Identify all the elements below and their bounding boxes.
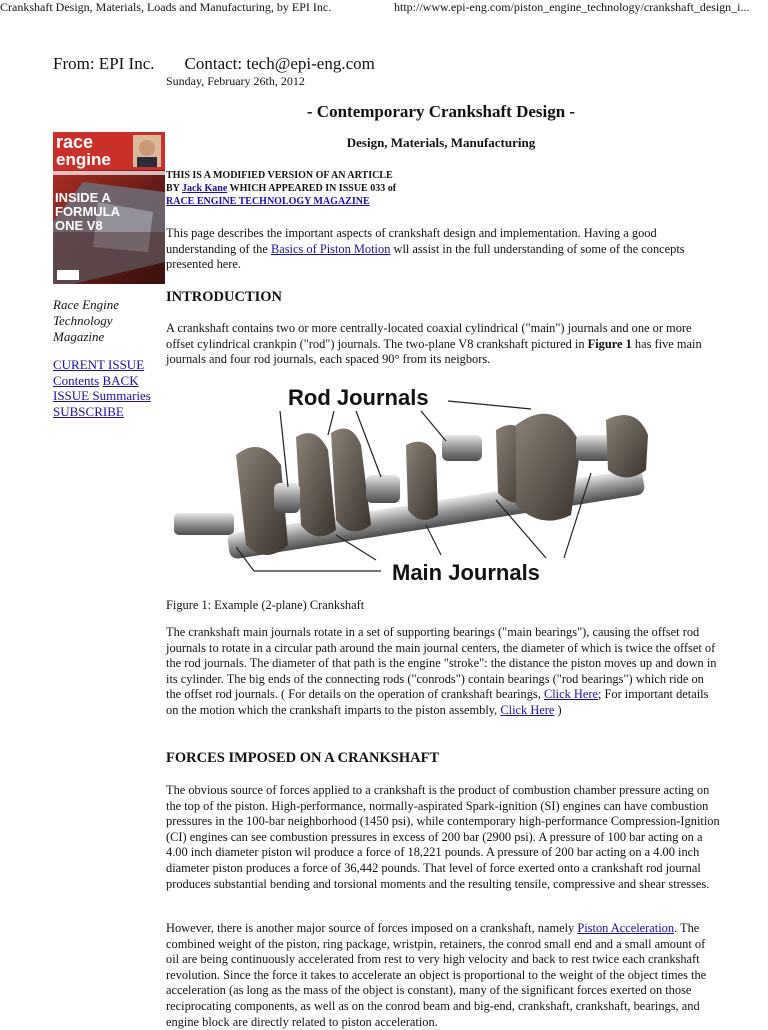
sidebar-magazine-line-3: Magazine: [53, 329, 105, 344]
intro-text-after: wll assist in the full understanding of some of the concepts presented here.: [166, 241, 685, 272]
acceleration-paragraph: [166, 921, 721, 1030]
piston-motion-click-here-link[interactable]: Click Here: [500, 702, 555, 717]
forces-heading: FORCES IMPOSED ON A CRANKSHAFT: [166, 750, 440, 766]
note-by: BY: [166, 183, 183, 194]
journals-end: ): [554, 702, 562, 717]
intro-text-before: This page describes the important aspects of crankshaft design and implementation. Having a good understanding of the: [166, 226, 657, 256]
main-journals-label: Main Journals: [392, 560, 540, 585]
sidebar-links: [53, 357, 163, 419]
page-title: - Contemporary Crankshaft Design -: [306, 102, 576, 121]
cover-headline-1: INSIDE A: [55, 190, 111, 205]
bearings-click-here-link[interactable]: Click Here: [543, 687, 598, 702]
introduction-paragraph: [166, 321, 721, 368]
cover-brand-bottom: engine: [56, 150, 111, 169]
basics-piston-motion-link[interactable]: Basics of Piston Motion: [270, 241, 391, 256]
introduction-heading: INTRODUCTION: [166, 289, 283, 305]
intro-paragraph: [166, 226, 721, 273]
sidebar-magazine-name: [53, 297, 119, 345]
crankshaft-illustration: [166, 375, 666, 590]
cover-brand-top: race: [56, 132, 94, 152]
note-rest: WHICH APPEARED IN ISSUE 033 of: [227, 183, 397, 194]
piston-acceleration-link[interactable]: Piston Acceleration: [577, 921, 675, 935]
magazine-link[interactable]: RACE ENGINE TECHNOLOGY MAGAZINE: [166, 196, 370, 207]
back-issue-link[interactable]: BACK: [102, 372, 139, 388]
current-issue-link[interactable]: CURENT ISSUE: [53, 357, 145, 372]
intro-body-after: has five main journals and four rod journals, each spaced 90° from its neigbors.: [166, 336, 702, 367]
subscribe-link[interactable]: SUBSCRIBE: [53, 403, 124, 419]
accel-text-after: . The combined weight of the piston, ring package, wristpin, retainers, the conrod small end and a small amount of oil are being continuously accelerated from rest to very high velocity and back to rest twice each crankshaft revolution. Since the force it takes to accelerate an object is proportional to the weight of the object times the acceleration (as long as the mass of the object is constant), many of the significant forces exerted on those reciprocating components, as well as on the conrod beam and big-end, crankshaft, crankshaft, bearings, and engine block are directly related to piston acceleration.: [166, 921, 707, 1029]
sidebar-magazine-line-2: Technology: [53, 313, 113, 328]
issue-summaries-link[interactable]: ISSUE Summaries: [53, 388, 151, 403]
from-contact-line: [53, 54, 375, 74]
magazine-cover-image[interactable]: [53, 132, 165, 284]
rod-journals-label: Rod Journals: [288, 385, 429, 410]
page-header-title: Crankshaft Design, Materials, Loads and Manufacturing, by EPI Inc.: [0, 0, 332, 14]
journals-paragraph: [166, 625, 721, 719]
article-date: Sunday, February 26th, 2012: [166, 74, 305, 88]
cover-headline-3: ONE V8: [55, 218, 103, 233]
modified-version-note: [166, 169, 396, 208]
crankshaft-figure: [166, 375, 666, 590]
contact-label: Contact: tech@epi-eng.com: [184, 54, 375, 73]
intro-body-before: A crankshaft contains two or more centrally-located coaxial cylindrical ("main") journals and one or more offset cylindrical crankpin ("rod") journals. The two-plane V8 crankshaft pictured in: [166, 321, 692, 351]
accel-text-before: However, there is another major source of forces imposed on a crankshaft, namely: [166, 921, 578, 935]
page-header-url: http://www.epi-eng.com/piston_engine_technology/crankshaft_design_i...: [394, 0, 750, 14]
from-label: From: EPI Inc.: [53, 54, 155, 73]
author-link[interactable]: Jack Kane: [182, 183, 228, 194]
figure-caption: Figure 1: Example (2-plane) Crankshaft: [166, 598, 365, 612]
cover-headline-2: FORMULA: [55, 204, 120, 219]
contents-link[interactable]: Contents: [53, 372, 100, 388]
journals-text: The crankshaft main journals rotate in a set of supporting bearings ("main bearings"), causing the offset rod journals to rotate in a circular path around the main journal centers, the diameter of which is twice the offset of the rod journals. The diameter of that path is the engine "stroke": the distance the piston moves up and down in its cylinder. The big ends of the connecting rods ("conrods") contain bearings ("rod bearings") which ride on the offset rod journals. ( For details on the operation of crankshaft bearings,: [166, 625, 717, 702]
sidebar-magazine-line-1: Race Engine: [53, 297, 120, 312]
journals-middle: ; For important details on the motion which the crankshaft imparts to the piston assembly,: [166, 687, 709, 717]
figure-ref: Figure 1: [587, 336, 632, 351]
forces-paragraph: The obvious source of forces applied to a crankshaft is the product of combustion chamber pressure acting on the top of the piston. High-performance, normally-aspirated Spark-ignition (SI) engines can have combustion pressures in the 100-bar neighborhood (1450 psi), while contemporary high-performance Compression-Ignition (CI) engines can see combustion pressures in excess of 200 bar (2900 psi). A pressure of 100 bar acting on a 4.00 inch diameter piston wil produce a force of 18,221 pounds. A pressure of 200 bar acting on a 4.00 inch diameter piston produces a force of 36,442 pounds. That level of force exerted onto a crankshaft rod journal produces substantial bending and torsional moments and the resulting tensile, compressive and shear stresses.: [166, 783, 720, 891]
note-line-1: THIS IS A MODIFIED VERSION OF AN ARTICLE: [166, 170, 393, 181]
page-subtitle: Design, Materials, Manufacturing: [346, 135, 536, 150]
